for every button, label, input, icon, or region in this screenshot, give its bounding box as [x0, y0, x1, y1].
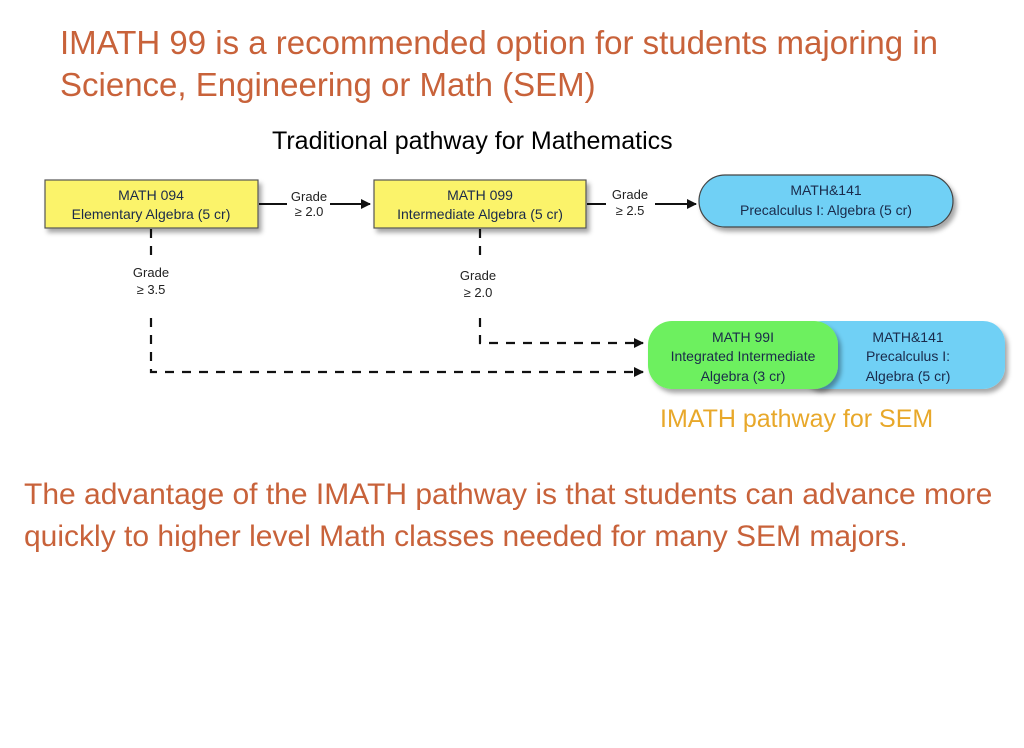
node-title: MATH&141	[790, 182, 862, 198]
node-subtitle: Algebra (5 cr)	[865, 368, 951, 384]
traditional-pathway-caption: Traditional pathway for Mathematics	[272, 127, 673, 155]
node-subtitle: Algebra (3 cr)	[700, 368, 786, 384]
node-math-141-top	[699, 175, 953, 227]
node-subtitle: Precalculus I: Algebra (5 cr)	[740, 202, 912, 218]
grade-value: ≥ 2.0	[294, 204, 324, 219]
grade-label: Grade	[611, 187, 649, 202]
node-title: MATH 099	[447, 187, 513, 203]
node-subtitle: Integrated Intermediate	[670, 348, 816, 364]
dashed-arrow-099-to-99i	[480, 318, 643, 343]
grade-label: Grade	[132, 265, 170, 280]
grade-value: ≥ 2.5	[615, 203, 645, 218]
node-math-094	[45, 180, 258, 228]
node-title: MATH&141	[872, 329, 944, 345]
node-title: MATH 99I	[712, 329, 774, 345]
node-math-099	[374, 180, 586, 228]
grade-label: Grade	[290, 189, 328, 204]
grade-value: ≥ 2.0	[463, 285, 493, 300]
imath-pathway-caption: IMATH pathway for SEM	[660, 405, 934, 433]
node-math-99i	[648, 321, 838, 389]
node-subtitle: Intermediate Algebra (5 cr)	[397, 206, 563, 222]
node-subtitle: Elementary Algebra (5 cr)	[71, 206, 231, 222]
grade-value: ≥ 3.5	[136, 282, 166, 297]
dashed-arrow-094-to-99i	[151, 318, 643, 372]
node-title: MATH 094	[118, 187, 184, 203]
node-subtitle: Precalculus I:	[865, 348, 951, 364]
slide-title: IMATH 99 is a recommended option for students majoring in Science, Engineering or Math (SEM)	[60, 24, 938, 103]
grade-label: Grade	[459, 268, 497, 283]
advantage-text: The advantage of the IMATH pathway is that students can advance more quickly to higher level Math classes needed for many SEM majors.	[24, 478, 993, 553]
